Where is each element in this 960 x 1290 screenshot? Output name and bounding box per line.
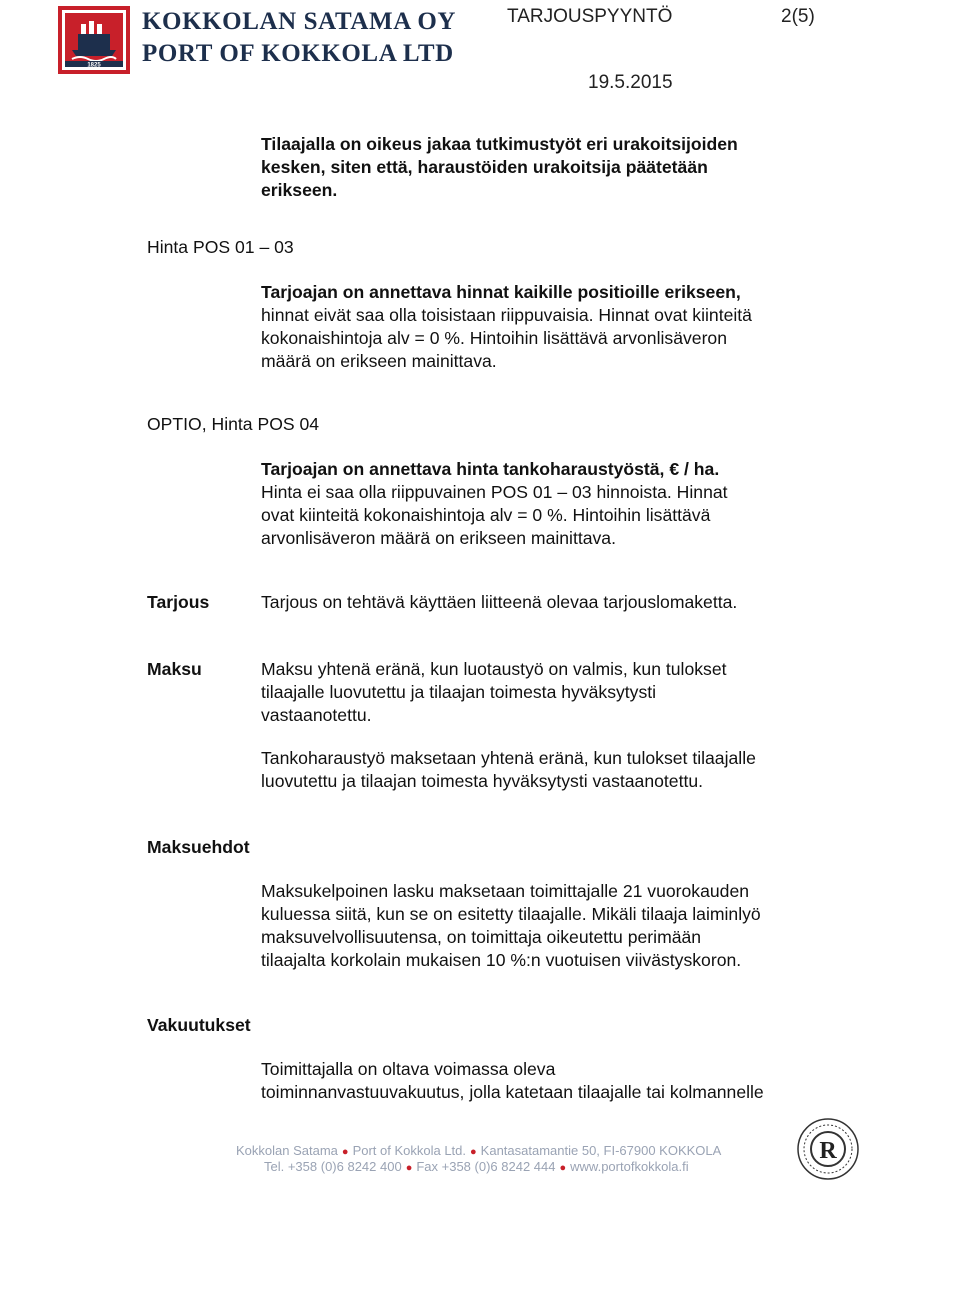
bullet-icon: ● — [341, 1146, 349, 1158]
section-heading-option-pos-04: OPTIO, Hinta POS 04 — [147, 414, 320, 434]
company-logo — [58, 6, 130, 74]
bullet-icon: ● — [405, 1162, 413, 1174]
maksuehdot-text: Maksukelpoinen lasku maksetaan toimittajalle 21 vuorokauden kuluessa siitä, kun se on esitetty tilaajalle. Mikäli tilaaja laiminlyö maksuvelvollisuutensa, on toimittaja oikeutettu perimään tilaajalta korkolain mukaisen 10 %:n vuotuisen viivästyskoron. — [261, 881, 761, 970]
document-type: TARJOUSPYYNTÖ — [507, 6, 673, 27]
company-name-en: PORT OF KOKKOLA LTD — [142, 40, 454, 67]
tarjous-text: Tarjous on tehtävä käyttäen liitteenä olevaa tarjouslomaketta. — [261, 592, 738, 612]
footer-fax: Fax +358 (0)6 8242 444 — [416, 1159, 556, 1174]
footer-address-line — [236, 1143, 721, 1158]
maksu-text-tankoharaus: Tankoharaustyö maksetaan yhtenä eränä, kun tulokset tilaajalle luovutettu ja tilaajan toimesta hyväksytysti vastaanotettu. — [261, 748, 756, 791]
quality-certificate-icon — [796, 1117, 860, 1181]
section-paragraph-price-pos-01-03: Tarjoajan on annettava hinnat kaikille positioille erikseen, hinnat eivät saa olla toisistaan riippuvaisia. Hinnat ovat kiinteitä kokonaishintoja alv = 0 %. Hintoihin lisättävä arvonlisäveron määrä on erikseen mainittava. — [261, 282, 752, 371]
svg-text:R: R — [819, 1138, 837, 1164]
footer-tel: Tel. +358 (0)6 8242 400 — [264, 1159, 402, 1174]
svg-text:1825: 1825 — [87, 62, 101, 69]
intro-paragraph: Tilaajalla on oikeus jakaa tutkimustyöt eri urakoitsijoiden kesken, siten että, haraustöiden urakoitsija päätetään erikseen. — [261, 134, 738, 200]
section-heading-price-pos-01-03: Hinta POS 01 – 03 — [147, 237, 294, 257]
bullet-icon: ● — [470, 1146, 477, 1158]
maksu-text: Maksu yhtenä eränä, kun luotaustyö on valmis, kun tulokset tilaajalle luovutettu ja tilaajan toimesta hyväksytysti vastaanotettu. — [261, 659, 727, 725]
section-paragraph-option-pos-04: Tarjoajan on annettava hinta tankoharaustyöstä, € / ha. Hinta ei saa olla riippuvainen POS 01 – 03 hinnoista. Hinnat ovat kiinteitä kokonaishintoja alv = 0 %. Hintoihin lisättävä arvonlisäveron määrä on erikseen mainittava. — [261, 459, 728, 548]
company-name-fi: KOKKOLAN SATAMA OY — [142, 8, 457, 35]
footer-web: www.portofkokkola.fi — [570, 1159, 689, 1174]
label-maksu: Maksu — [147, 659, 202, 679]
footer-name-fi: Kokkolan Satama — [236, 1143, 338, 1158]
label-vakuutukset: Vakuutukset — [147, 1015, 251, 1035]
footer-contact-line — [264, 1159, 689, 1174]
label-maksuehdot: Maksuehdot — [147, 837, 250, 857]
page-number: 2(5) — [781, 6, 815, 27]
vakuutukset-text: Toimittajalla on oltava voimassa oleva toiminnanvastuuvakuutus, jolla katetaan tilaajalle tai kolmannelle — [261, 1059, 764, 1102]
footer-name-en: Port of Kokkola Ltd. — [352, 1143, 467, 1158]
document-date: 19.5.2015 — [588, 72, 673, 93]
footer-address: Kantasatamantie 50, FI-67900 KOKKOLA — [480, 1143, 722, 1158]
label-tarjous: Tarjous — [147, 592, 210, 612]
bullet-icon: ● — [559, 1162, 567, 1174]
